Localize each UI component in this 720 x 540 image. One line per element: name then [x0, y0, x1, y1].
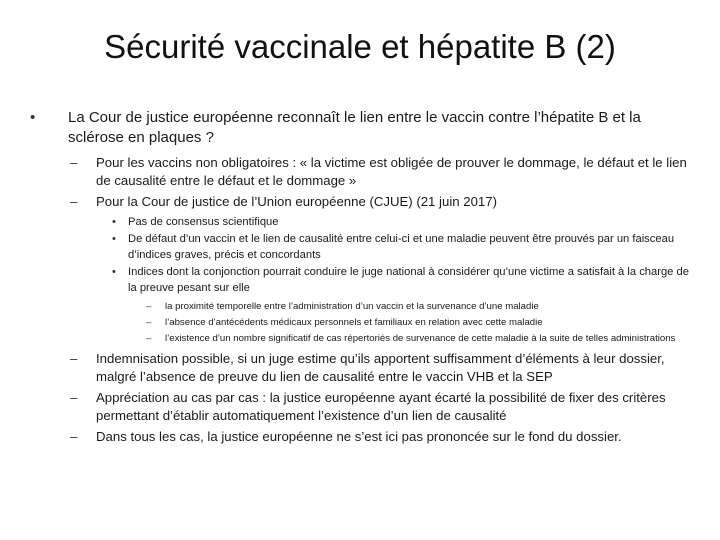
- cjue-point: [30, 214, 690, 230]
- sub-item: [30, 154, 690, 190]
- dash-icon: –: [146, 301, 152, 312]
- dash-icon: –: [70, 155, 78, 170]
- slide-content: [30, 108, 690, 449]
- dash-icon: –: [70, 390, 78, 405]
- dash-icon: –: [70, 351, 78, 366]
- conclusion-item: [30, 389, 690, 425]
- dash-icon: –: [70, 429, 78, 444]
- bullet-dot-icon: •: [112, 233, 116, 245]
- cjue-point: [30, 231, 690, 263]
- slide-title: Sécurité vaccinale et hépatite B (2): [104, 28, 616, 65]
- main-bullet: [30, 108, 690, 148]
- sub-item-text: Pour les vaccins non obligatoires : « la victime est obligée de prouver le dommage, le défaut et le lien de causalité entre le défaut et le dommage »: [96, 155, 687, 188]
- cjue-point-text: Pas de consensus scientifique: [128, 216, 279, 228]
- conclusion-text: Appréciation au cas par cas : la justice européenne ayant écarté la possibilité de fixer des critères permettant d’établir automatiquement l’existence d’un lien de causalité: [96, 390, 666, 423]
- bullet-dot-icon: •: [112, 266, 116, 278]
- cjue-point: [30, 264, 690, 296]
- bullet-dot-icon: •: [112, 216, 116, 228]
- sub-item-text: Pour la Cour de justice de l’Union européenne (CJUE) (21 juin 2017): [96, 194, 497, 209]
- dash-icon: –: [146, 333, 152, 344]
- cjue-point-text: De défaut d’un vaccin et le lien de causalité entre celui-ci et une maladie peuvent être prouvés par un faisceau d’indices graves, précis et concordants: [128, 233, 675, 261]
- dash-icon: –: [70, 194, 78, 209]
- indice-text: l’absence d’antécédents médicaux personnels et familiaux en relation avec cette maladie: [165, 317, 543, 328]
- indice-text: la proximité temporelle entre l’administration d’un vaccin et la survenance d’une maladie: [165, 301, 539, 312]
- cjue-point-text: Indices dont la conjonction pourrait conduire le juge national à considérer qu’une victime a satisfait à la charge de la preuve pesant sur elle: [128, 266, 689, 294]
- dash-icon: –: [146, 317, 152, 328]
- indice-item: [30, 316, 690, 330]
- conclusion-text: Indemnisation possible, si un juge estime qu’ils apportent suffisamment d’éléments à leur dossier, malgré l’absence de preuve du lien de causalité entre le vaccin VHB et la SEP: [96, 351, 665, 384]
- main-bullet-text: La Cour de justice européenne reconnaît le lien entre le vaccin contre l’hépatite B et la sclérose en plaques ?: [68, 109, 641, 146]
- indice-text: l’existence d’un nombre significatif de cas répertoriés de survenance de cette maladie à la suite de telles administrations: [165, 333, 676, 344]
- indice-item: [30, 332, 690, 346]
- indice-item: [30, 300, 690, 314]
- conclusion-item: [30, 428, 690, 446]
- conclusion-text: Dans tous les cas, la justice européenne ne s’est ici pas prononcée sur le fond du dossier.: [96, 429, 622, 444]
- conclusion-item: [30, 350, 690, 386]
- bullet-dot-icon: •: [30, 109, 36, 126]
- sub-item: [30, 193, 690, 211]
